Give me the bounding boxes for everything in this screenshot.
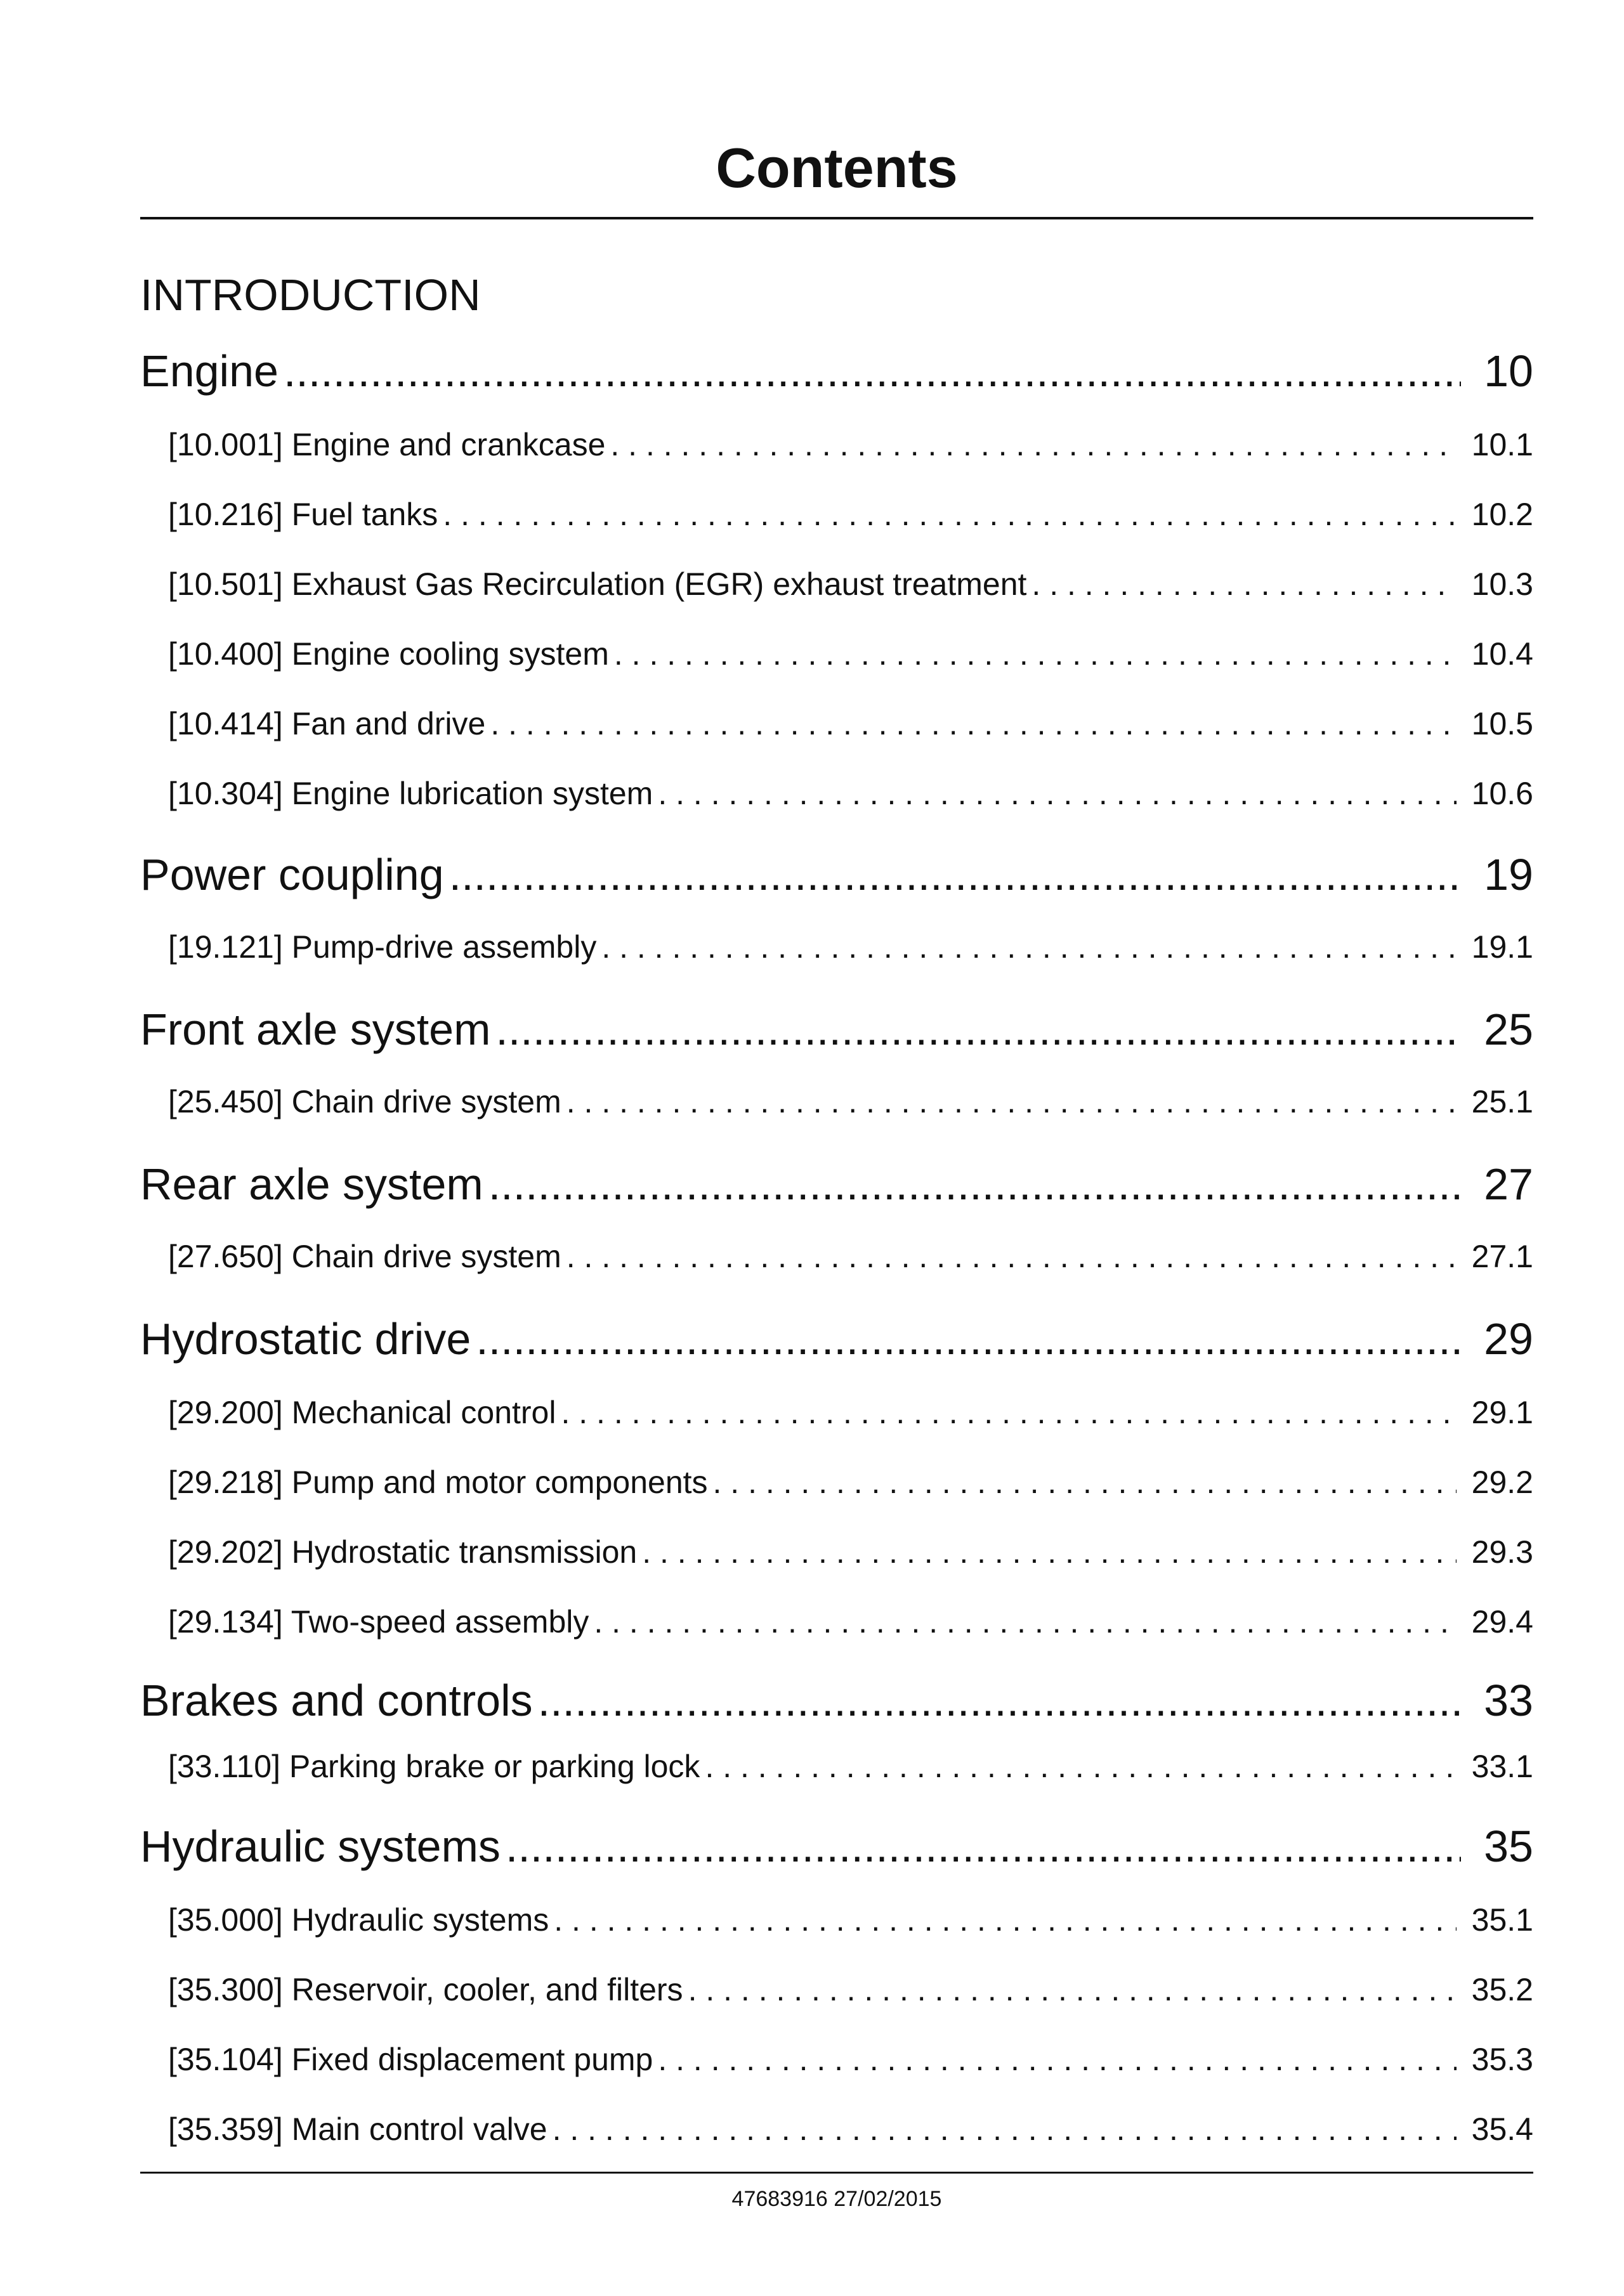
- toc-section-title: Rear axle system: [140, 1159, 483, 1209]
- toc-section-title: Hydrostatic drive: [140, 1314, 471, 1364]
- toc-entry-row[interactable]: [168, 493, 1533, 535]
- dot-leader: [1031, 563, 1456, 605]
- footer-divider: [140, 2172, 1533, 2174]
- toc-entry-row[interactable]: [168, 1899, 1533, 1941]
- toc-entry-label: [10.501] Exhaust Gas Recirculation (EGR) exhaust treatment: [168, 566, 1027, 602]
- toc-entry-row[interactable]: [168, 1969, 1533, 2011]
- toc-entry-label: [10.304] Engine lubrication system: [168, 776, 653, 811]
- toc-entry-row[interactable]: [168, 1531, 1533, 1573]
- toc-entry-page: 35.1: [1471, 1902, 1533, 1938]
- toc-section-title: Front axle system: [140, 1005, 491, 1054]
- dot-leader: [476, 1310, 1461, 1367]
- toc-entry-page: 10.5: [1471, 706, 1533, 741]
- toc-entry-page: 29.1: [1471, 1395, 1533, 1430]
- toc-entry-row[interactable]: [168, 424, 1533, 466]
- contents-page: [140, 0, 1533, 2296]
- footer-doc-id: 47683916 27/02/2015: [731, 2187, 942, 2211]
- dot-leader: [713, 1461, 1457, 1503]
- dot-leader: [658, 773, 1456, 814]
- toc-section-page: 19: [1484, 850, 1533, 899]
- toc-section-row[interactable]: [140, 1672, 1533, 1729]
- toc-entry-page: 35.2: [1471, 1972, 1533, 2007]
- toc-entry-row[interactable]: [168, 773, 1533, 814]
- toc-entry-label: [33.110] Parking brake or parking lock: [168, 1749, 700, 1784]
- toc-entry-page: 29.3: [1471, 1534, 1533, 1570]
- toc-section-row[interactable]: [140, 1156, 1533, 1213]
- toc-entry-row[interactable]: [168, 926, 1533, 968]
- dot-leader: [566, 1236, 1457, 1277]
- toc-section-row[interactable]: [140, 1310, 1533, 1367]
- toc-entry-row[interactable]: [168, 2038, 1533, 2080]
- dot-leader: [495, 1001, 1461, 1058]
- toc-entry-label: [10.216] Fuel tanks: [168, 497, 438, 532]
- toc-section-title: Power coupling: [140, 850, 444, 899]
- toc-section-page: 10: [1484, 346, 1533, 396]
- toc-entry-label: [10.001] Engine and crankcase: [168, 427, 606, 462]
- dot-leader: [601, 926, 1456, 968]
- toc-entry-label: [10.414] Fan and drive: [168, 706, 486, 741]
- dot-leader: [594, 1601, 1456, 1643]
- dot-leader: [561, 1392, 1456, 1433]
- dot-leader: [490, 703, 1456, 745]
- dot-leader: [488, 1156, 1461, 1213]
- toc-entry-label: [25.450] Chain drive system: [168, 1084, 561, 1119]
- dot-leader: [614, 633, 1457, 675]
- toc-entry-row[interactable]: [168, 2108, 1533, 2150]
- toc-entry-label: [29.218] Pump and motor components: [168, 1464, 708, 1500]
- toc-section-row[interactable]: [140, 846, 1533, 903]
- toc-section-title: Hydraulic systems: [140, 1822, 501, 1871]
- dot-leader: [538, 1672, 1461, 1729]
- dot-leader: [566, 1081, 1457, 1123]
- toc-section-row[interactable]: [140, 1818, 1533, 1875]
- dot-leader: [554, 1899, 1456, 1941]
- toc-entry-row[interactable]: [168, 1236, 1533, 1277]
- toc-section-page: 33: [1484, 1676, 1533, 1725]
- toc-entry-page: 27.1: [1471, 1239, 1533, 1274]
- dot-leader: [610, 424, 1456, 466]
- toc-section-page: 35: [1484, 1822, 1533, 1871]
- toc-entry-label: [19.121] Pump-drive assembly: [168, 929, 597, 965]
- toc-section-page: 27: [1484, 1159, 1533, 1209]
- toc-entry-page: 10.6: [1471, 776, 1533, 811]
- toc-entry-label: [29.200] Mechanical control: [168, 1395, 556, 1430]
- introduction-heading: INTRODUCTION: [140, 270, 481, 320]
- dot-leader: [553, 2108, 1457, 2150]
- toc-entry-label: [10.400] Engine cooling system: [168, 636, 609, 672]
- toc-entry-label: [27.650] Chain drive system: [168, 1239, 561, 1274]
- toc-entry-row[interactable]: [168, 1081, 1533, 1123]
- toc-entry-row[interactable]: [168, 1745, 1533, 1787]
- toc-section-page: 25: [1484, 1005, 1533, 1054]
- toc-entry-page: 10.2: [1471, 497, 1533, 532]
- dot-leader: [284, 342, 1461, 400]
- toc-entry-label: [35.359] Main control valve: [168, 2111, 547, 2147]
- toc-entry-label: [35.300] Reservoir, cooler, and filters: [168, 1972, 683, 2007]
- toc-section-title: Brakes and controls: [140, 1676, 533, 1725]
- toc-entry-page: 10.3: [1471, 566, 1533, 602]
- toc-entry-page: 29.2: [1471, 1464, 1533, 1500]
- toc-entry-row[interactable]: [168, 1601, 1533, 1643]
- toc-entry-row[interactable]: [168, 1461, 1533, 1503]
- toc-entry-row[interactable]: [168, 703, 1533, 745]
- toc-entry-label: [35.104] Fixed displacement pump: [168, 2042, 653, 2077]
- toc-entry-label: [29.134] Two-speed assembly: [168, 1604, 589, 1640]
- dot-leader: [443, 493, 1456, 535]
- toc-entry-page: 33.1: [1471, 1749, 1533, 1784]
- dot-leader: [506, 1818, 1461, 1875]
- toc-entry-row[interactable]: [168, 563, 1533, 605]
- dot-leader: [688, 1969, 1457, 2011]
- page-title: Contents: [716, 136, 958, 199]
- dot-leader: [705, 1745, 1456, 1787]
- table-of-contents: [140, 0, 1533, 2156]
- toc-section-row[interactable]: [140, 1001, 1533, 1058]
- dot-leader: [449, 846, 1462, 903]
- toc-entry-page: 25.1: [1471, 1084, 1533, 1119]
- toc-entry-page: 29.4: [1471, 1604, 1533, 1640]
- toc-entry-page: 10.1: [1471, 427, 1533, 462]
- toc-section-row[interactable]: [140, 342, 1533, 400]
- toc-entry-row[interactable]: [168, 633, 1533, 675]
- toc-entry-row[interactable]: [168, 1392, 1533, 1433]
- dot-leader: [658, 2038, 1456, 2080]
- toc-entry-page: 35.3: [1471, 2042, 1533, 2077]
- toc-section-page: 29: [1484, 1314, 1533, 1364]
- toc-entry-page: 10.4: [1471, 636, 1533, 672]
- toc-entry-label: [29.202] Hydrostatic transmission: [168, 1534, 638, 1570]
- toc-section-title: Engine: [140, 346, 278, 396]
- toc-entry-page: 35.4: [1471, 2111, 1533, 2147]
- dot-leader: [642, 1531, 1456, 1573]
- toc-entry-page: 19.1: [1471, 929, 1533, 965]
- toc-entry-label: [35.000] Hydraulic systems: [168, 1902, 549, 1938]
